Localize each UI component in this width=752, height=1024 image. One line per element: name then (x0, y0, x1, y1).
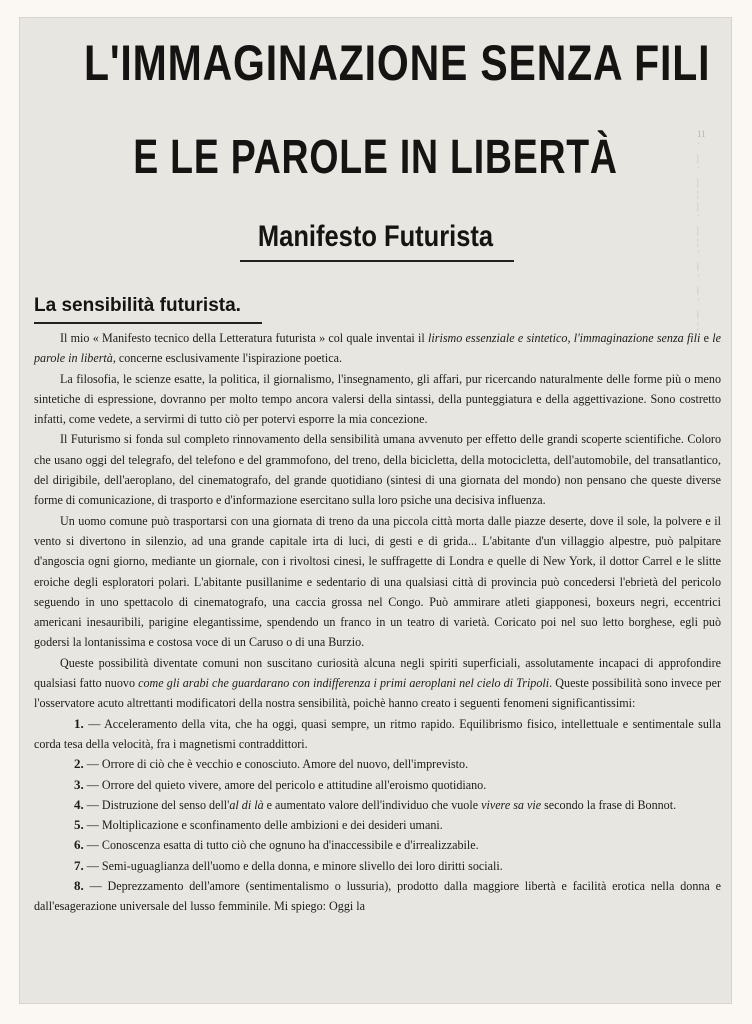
paragraph-3: Il Futurismo si fonda sul completo rinnovamento della sensibilità umana avvenuto per effetto delle grandi scoperte scientifiche. Coloro che usano oggi del telegrafo, del telefono e del grammofono, del treno, della bicicletta, della motocicletta, dell'automobile, del transatlantico, del dirigibile, dell'aeroplano, del cinematografo, del grande quotidiano (sintesi di una giornata del mondo) non pensano che queste diverse forme di comunicazione, di trasporto e d'informazione esercitano sulla loro psiche una decisiva influenza. (34, 432, 721, 508)
paragraph-1: Il mio « Manifesto tecnico della Letteratura futurista » col quale inventai il lirismo essenziale e sintetico, l'immaginazione senza fili e le parole in libertà, concerne esclusivamente l'ispirazione poetica. (34, 331, 721, 366)
section-heading: La sensibilità futurista. (34, 295, 241, 316)
list-item: 1. — Acceleramento della vita, che ha oggi, quasi sempre, un ritmo rapido. Equilibrismo fisico, intellettuale e sentimentale sulla corda tesa della velocità, fra i magnetismi contraddittori. (34, 715, 721, 751)
list-item: 8. — Deprezzamento dell'amore (sentimentalismo o lussuria), prodotto dalla maggiore libertà e facilità erotica nella donna e dall'esagerazione universale del lusso femminile. Mi spiego: Oggi la (34, 878, 721, 914)
list-item: 5. — Moltiplicazione e sconfinamento delle ambizioni e dei desideri umani. (74, 817, 443, 833)
subtitle-underline (240, 260, 514, 262)
body-text (34, 328, 721, 917)
manifesto-page (20, 18, 731, 1003)
title-line-2: E LE PAROLE IN LIBERTÀ (133, 131, 618, 184)
list-item: 3. — Orrore del quieto vivere, amore del pericolo e attitudine all'eroismo quotidiano. (74, 776, 487, 792)
subtitle: Manifesto Futurista (257, 220, 494, 253)
title-line-1: L'IMMAGINAZIONE SENZA FILI (83, 35, 711, 91)
list-item: 2. — Orrore di ciò che è vecchio e conosciuto. Amore del nuovo, dell'imprevisto. (74, 756, 469, 772)
margin-marks: 11 ˈ | ˈ | ¦ | ˈ | ¦ ˈ | ˈ | ˈ | ¦ (697, 129, 706, 331)
paragraph-2: La filosofia, le scienze esatte, la politica, il giornalismo, l'insegnamento, gli affari, pur ricercando naturalmente delle forme più o meno sintetiche di espressione, dovranno per molto tempo ancora valersi della sintassi, della punteggiatura e della aggettivazione. Sono costretto infatti, come vedete, a servirmi di tutto ciò per potervi esporre la mia concezione. (34, 371, 721, 427)
paragraph-4: Un uomo comune può trasportarsi con una giornata di treno da una piccola città morta dalle piazze deserte, dove il sole, la polvere e il vento si divertono in silenzio, ad una grande capitale irta di luci, di gesti e di grida... L'abitante d'un villaggio alpestre, può palpitare d'angoscia ogni giorno, mediante un giornale, con i rivoltosi cinesi, le suffragette di Londra e quelle di New York, il dottor Carrel e le slitte eroiche degli esploratori polari. L'abitante pusillanime e sedentario di una qualsiasi città di provincia può concedersi l'ebrietà del pericolo seguendo in uno spettacolo di cinematografo, una caccia grossa nel Congo. Può ammirare atleti giapponesi, boxeurs negri, eccentrici americani inesauribili, parigine elegantissime, spendendo un franco in un teatro di varietà. Coricato poi nel suo letto borghese, egli può godersi la lontanissima e costosa voce di un Caruso o di una Burzio. (34, 513, 721, 650)
section-underline (34, 322, 262, 324)
list-item: 4. — Distruzione del senso dell'al di là e aumentato valore dell'individuo che vuole vivere sa vie secondo la frase di Bonnot. (74, 796, 677, 812)
paragraph-5: Queste possibilità diventate comuni non suscitano curiosità alcuna negli spiriti superficiali, assolutamente incapaci di approfondire qualsiasi fatto nuovo come gli arabi che guardarano con indifferenza i primi aeroplani nel cielo di Tripoli. Queste possibilità sono invece per l'osservatore acuto altrettanti modificatori della nostra sensibilità, poichè hanno creato i seguenti fenomeni significantissimi: (34, 655, 721, 711)
list-item: 7. — Semi-uguaglianza dell'uomo e della donna, e minore slivello dei loro diritti sociali. (74, 857, 503, 873)
list-item: 6. — Conoscenza esatta di tutto ciò che ognuno ha d'inaccessibile e d'irrealizzabile. (74, 837, 479, 853)
